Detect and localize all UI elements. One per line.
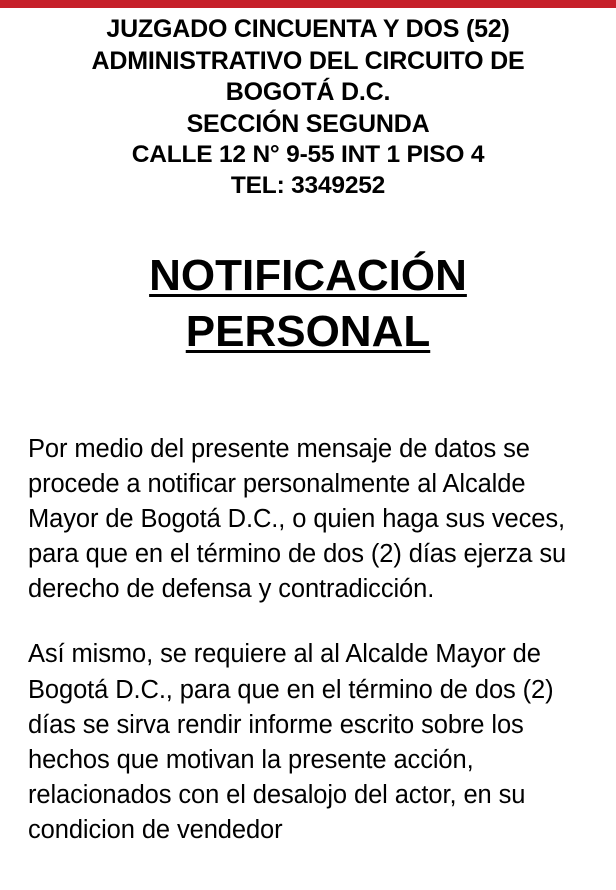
- letterhead-line-4: SECCIÓN SEGUNDA: [186, 109, 430, 138]
- page-title: [28, 250, 588, 358]
- page-title-line-2-text: PERSONAL: [185, 306, 431, 356]
- letterhead-line-5: CALLE 12 N° 9-55 INT 1 PISO 4: [131, 141, 485, 168]
- letterhead: [28, 14, 588, 202]
- paragraph-requirement: Así mismo, se requiere al al Alcalde Mayor de Bogotá D.C., para que en el término de dos (2) días se sirva rendir informe escrito sobre los hechos que motivan la presente acción, relacionados con el desalojo del actor, en su condicion de vendedor: [28, 640, 554, 845]
- letterhead-line-3: BOGOTÁ D.C.: [225, 78, 391, 106]
- page-title-line-1-text: NOTIFICACIÓN: [149, 250, 467, 300]
- page-title-line-1: [28, 250, 588, 302]
- accent-top-bar: [0, 0, 616, 8]
- page-title-line-2: [28, 306, 588, 358]
- paragraph-notification: Por medio del presente mensaje de datos se procede a notificar personalmente al Alcalde Mayor de Bogotá D.C., o quien haga sus veces, para que en el término de dos (2) días ejerza su derecho de defensa y contradicción.: [28, 434, 567, 604]
- document-body: [0, 8, 616, 874]
- letterhead-line-2: ADMINISTRATIVO DEL CIRCUITO DE: [91, 46, 525, 75]
- letterhead-line-1: JUZGADO CINCUENTA Y DOS (52): [106, 15, 510, 43]
- letterhead-line-6: TEL: 3349252: [230, 171, 386, 199]
